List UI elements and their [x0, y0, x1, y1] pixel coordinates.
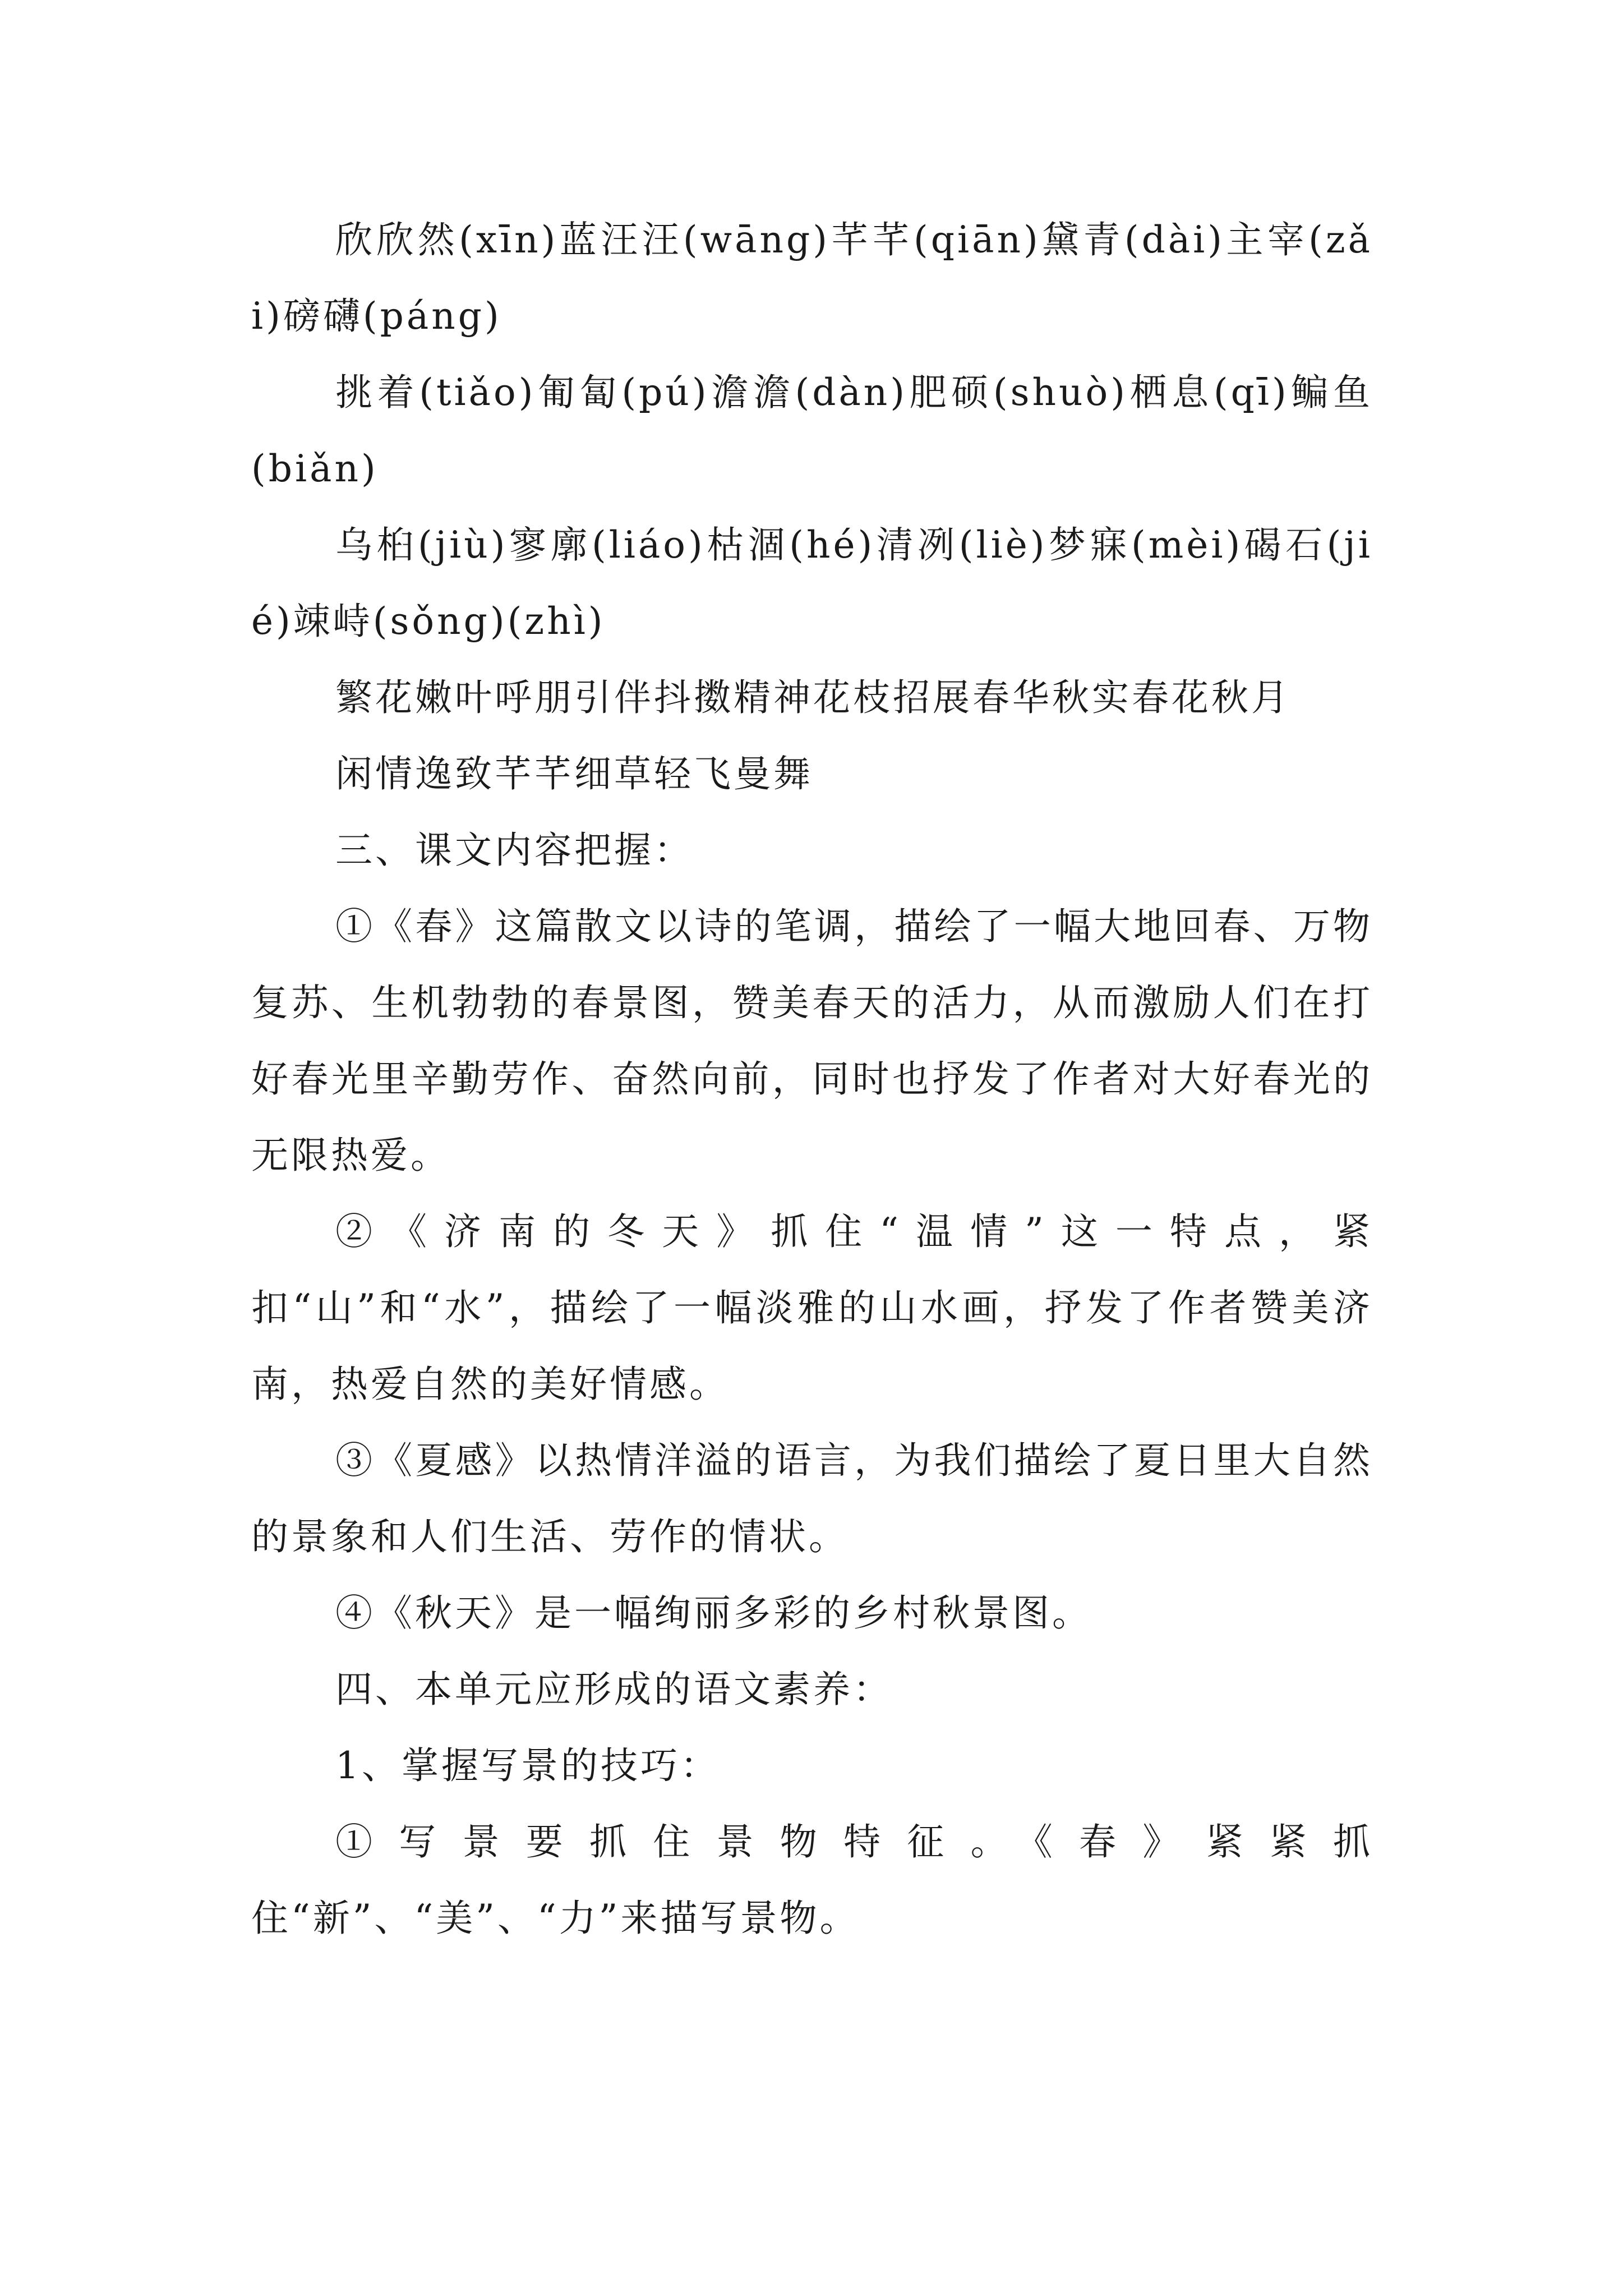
section-heading-literacy: 四、本单元应形成的语文素养：: [335, 1668, 893, 1711]
pinyin-vocab-line-2: 挑着(tiǎo)匍匐(pú)澹澹(dàn)肥硕(shuò)栖息(qī)鳊鱼(biǎn): [251, 371, 1373, 490]
section-heading-text-content: 三、课文内容把握：: [335, 829, 694, 872]
pinyin-vocab-line-3: 乌桕(jiù)寥廓(liáo)枯涸(hé)清冽(liè)梦寐(mèi)碣石(jié)竦峙(sǒng)(zhì): [251, 523, 1373, 643]
scenery-skill-point-1: ①写景要抓住景物特征。《春》紧紧抓住“新”、“美”、“力”来描写景物。: [251, 1820, 1373, 1940]
content-point-autumn: ④《秋天》是一幅绚丽多彩的乡村秋景图。: [335, 1591, 1092, 1635]
document-body: [251, 202, 1373, 1957]
idiom-vocab-line-1: 繁花嫩叶呼朋引伴抖擞精神花枝招展春华秋实春花秋月: [335, 676, 1291, 719]
idiom-vocab-line-2: 闲情逸致芊芊细草轻飞曼舞: [335, 752, 813, 795]
subheading-scenery-skills: 1、掌握写景的技巧：: [335, 1744, 720, 1787]
content-point-spring: ①《春》这篇散文以诗的笔调，描绘了一幅大地回春、万物复苏、生机勃勃的春景图，赞美春天的活力，从而激励人们在打好春光里辛勤劳作、奋然向前，同时也抒发了作者对大好春光的无限热爱。: [251, 905, 1373, 1177]
pinyin-vocab-line-1: 欣欣然(xīn)蓝汪汪(wāng)芊芊(qiān)黛青(dài)主宰(zǎi)磅礴(páng): [251, 218, 1373, 338]
content-point-jinan-winter: ②《济南的冬天》抓住“温情”这一特点，紧扣“山”和“水”，描绘了一幅淡雅的山水画，抒发了作者赞美济南，热爱自然的美好情感。: [251, 1210, 1373, 1406]
content-point-summer: ③《夏感》以热情洋溢的语言，为我们描绘了夏日里大自然的景象和人们生活、劳作的情状。: [251, 1439, 1373, 1558]
